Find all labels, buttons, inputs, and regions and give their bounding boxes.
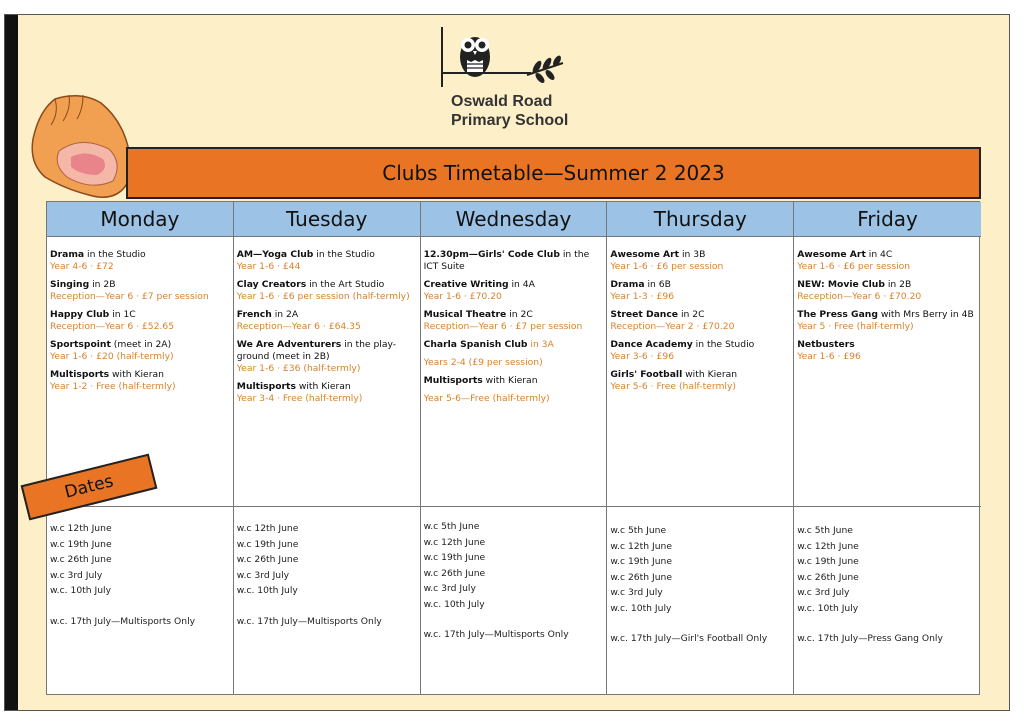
final-date: w.c. 17th July—Multisports Only <box>50 615 196 627</box>
date-item: w.c 3rd July <box>423 583 476 594</box>
date-item: w.c 3rd July <box>236 569 290 581</box>
club-name: Street Dance <box>610 309 679 320</box>
club-name: Singing <box>50 279 90 290</box>
clubs-cell <box>794 237 981 507</box>
date-item: w.c 12th June <box>236 523 299 534</box>
club-entry <box>610 339 790 363</box>
clubs-cell <box>607 237 793 507</box>
club-name: Awesome Art <box>797 249 866 260</box>
left-border-bar <box>5 15 18 711</box>
club-location: in the Studio <box>692 339 755 350</box>
club-location: (meet in 2A) <box>110 339 172 350</box>
date-item: w.c 5th June <box>610 525 667 536</box>
club-entry <box>610 249 790 273</box>
dates-cell <box>234 507 420 629</box>
club-detail: Year 1-3 · £96 <box>610 291 675 302</box>
date-item: w.c 3rd July <box>50 569 103 581</box>
final-date: w.c. 17th July—Multisports Only <box>423 629 569 640</box>
club-entry <box>237 381 417 405</box>
date-item: w.c 12th June <box>797 540 859 552</box>
day-header: Wednesday <box>421 202 607 237</box>
day-header: Monday <box>47 202 233 237</box>
club-name: Awesome Art <box>610 249 680 260</box>
page-title: Clubs Timetable—Summer 2 2023 <box>382 161 725 185</box>
club-name: Happy Club <box>50 309 110 320</box>
club-entry <box>424 375 604 405</box>
date-item: w.c 19th June <box>236 538 299 550</box>
day-column-monday <box>47 202 234 694</box>
club-entry <box>797 249 978 273</box>
club-entry <box>424 309 604 333</box>
club-detail: Year 1-6 · £6 per session (half-termly) <box>236 291 410 302</box>
dates-cell <box>607 507 793 647</box>
date-item: w.c 26th June <box>236 554 299 565</box>
club-location: in 4A <box>508 279 535 290</box>
club-name: 12.30pm—Girls' Code Club <box>423 249 560 260</box>
club-entry <box>50 279 230 303</box>
club-location: in 3A <box>527 339 554 350</box>
date-item: w.c 12th June <box>423 536 486 548</box>
club-detail: Year 1-6 · £6 per session <box>610 261 724 272</box>
club-entry <box>50 339 230 363</box>
club-location: with Kieran <box>109 369 164 380</box>
club-entry <box>424 339 604 369</box>
club-name: French <box>236 309 272 320</box>
club-name: Musical Theatre <box>423 309 507 320</box>
final-date: w.c. 17th July—Multisports Only <box>236 615 382 627</box>
club-location: in 2A <box>271 309 299 320</box>
club-entry <box>237 279 417 303</box>
club-detail: Years 2-4 (£9 per session) <box>423 357 543 368</box>
date-item: w.c. 10th July <box>423 598 485 610</box>
club-entry <box>797 339 978 363</box>
club-name: Netbusters <box>797 339 855 350</box>
date-item: w.c 26th June <box>610 571 672 583</box>
club-name: Multisports <box>50 369 110 380</box>
club-detail: Year 5 · Free (half-termly) <box>797 321 914 332</box>
club-name: Drama <box>50 249 85 260</box>
club-entry <box>237 249 417 273</box>
day-header: Thursday <box>607 202 793 237</box>
club-detail: Year 1-6 · £70.20 <box>423 291 502 302</box>
club-detail: Year 5-6—Free (half-termly) <box>423 393 550 404</box>
club-location: in the Studio <box>84 249 146 260</box>
timetable-grid <box>46 201 980 695</box>
final-date: w.c. 17th July—Press Gang Only <box>797 633 943 644</box>
final-date: w.c. 17th July—Girl's Football Only <box>610 633 768 644</box>
clubs-cell <box>421 237 607 507</box>
club-location: in 2B <box>89 279 116 290</box>
club-detail: Reception—Year 6 · £64.35 <box>236 321 361 332</box>
club-name: Dance Academy <box>610 339 693 350</box>
day-column-tuesday <box>234 202 421 694</box>
club-name: Creative Writing <box>423 279 509 290</box>
club-location: with Kieran <box>482 375 538 386</box>
club-entry <box>237 309 417 333</box>
club-detail: Year 1-6 · £44 <box>236 261 301 272</box>
club-location: in 2C <box>678 309 705 320</box>
club-entry <box>50 369 230 393</box>
club-name: Drama <box>610 279 645 290</box>
club-name: Multisports <box>236 381 296 392</box>
club-name: Multisports <box>423 375 483 386</box>
day-column-friday <box>794 202 981 694</box>
club-name: The Press Gang <box>797 309 878 320</box>
logo-branch-vertical <box>441 27 443 87</box>
club-entry <box>797 279 978 303</box>
clubs-cell <box>234 237 420 507</box>
club-location: in 3B <box>679 249 706 260</box>
day-header: Tuesday <box>234 202 420 237</box>
club-detail: Reception—Year 6 · £70.20 <box>797 291 922 302</box>
timetable-page <box>4 14 1010 711</box>
date-item: w.c. 10th July <box>610 602 672 614</box>
club-location: in the play-ground (meet in 2B) <box>236 339 397 362</box>
dates-cell <box>47 507 233 629</box>
date-item: w.c 19th June <box>797 556 859 567</box>
date-item: w.c 12th June <box>50 523 112 534</box>
club-entry <box>237 339 417 375</box>
date-item: w.c 26th June <box>797 571 859 583</box>
club-detail: Reception—Year 2 · £70.20 <box>610 321 735 332</box>
club-detail: Reception—Year 6 · £7 per session <box>423 321 583 332</box>
club-name: Clay Creators <box>236 279 307 290</box>
date-item: w.c 3rd July <box>610 587 663 598</box>
club-entry <box>610 369 790 393</box>
school-name-line2: Primary School <box>451 112 569 129</box>
leaves-logo-icon <box>525 55 565 87</box>
day-column-thursday <box>607 202 794 694</box>
club-entry <box>50 309 230 333</box>
date-item: w.c 26th June <box>423 567 486 579</box>
date-item: w.c 5th June <box>423 521 480 532</box>
club-detail: Year 3-4 · Free (half-termly) <box>236 393 363 404</box>
club-detail: Year 1-2 · Free (half-termly) <box>50 381 176 392</box>
date-item: w.c 19th June <box>50 538 112 550</box>
club-location: in 4C <box>865 249 893 260</box>
club-name: We Are Adventurers <box>236 339 342 350</box>
club-detail: Year 1-6 · £36 (half-termly) <box>236 363 361 374</box>
club-detail: Reception—Year 6 · £7 per session <box>50 291 209 302</box>
club-name: Girls' Football <box>610 369 683 380</box>
club-detail: Year 5-6 · Free (half-termly) <box>610 381 736 392</box>
date-item: w.c 5th June <box>797 525 853 536</box>
conch-shell-icon <box>25 91 137 207</box>
club-location: with Kieran <box>295 381 351 392</box>
day-header: Friday <box>794 202 981 237</box>
title-banner <box>126 147 981 199</box>
dates-cell <box>421 507 607 643</box>
club-entry <box>424 279 604 303</box>
club-location: in 1C <box>109 309 136 320</box>
date-item: w.c 12th June <box>610 540 672 552</box>
date-item: w.c 3rd July <box>797 587 850 598</box>
date-item: w.c. 10th July <box>236 585 298 596</box>
club-entry <box>797 309 978 333</box>
club-entry <box>50 249 230 273</box>
club-location: in 6B <box>644 279 671 290</box>
school-name-line1: Oswald Road <box>451 93 553 110</box>
date-item: w.c. 10th July <box>797 602 859 614</box>
dates-cell <box>794 507 981 647</box>
owl-logo-icon <box>455 27 495 79</box>
school-name <box>451 92 568 130</box>
club-detail: Year 1-6 · £6 per session <box>797 261 911 272</box>
club-location: with Kieran <box>682 369 738 380</box>
dates-label-text: Dates <box>62 471 116 503</box>
day-column-wednesday <box>421 202 608 694</box>
club-name: AM—Yoga Club <box>236 249 314 260</box>
club-detail: Reception—Year 6 · £52.65 <box>50 321 175 332</box>
club-detail: Year 1-6 · £20 (half-termly) <box>50 351 174 362</box>
club-location: in 2B <box>884 279 912 290</box>
club-name: Sportspoint <box>50 339 111 350</box>
club-entry <box>610 279 790 303</box>
club-location: with Mrs Berry in 4B <box>877 309 974 320</box>
club-detail: Year 4-6 · £72 <box>50 261 114 272</box>
date-item: w.c 19th June <box>610 556 672 567</box>
club-name: Charla Spanish Club <box>423 339 528 350</box>
date-item: w.c. 10th July <box>50 585 112 596</box>
club-location: in 2C <box>506 309 533 320</box>
club-location: in the Studio <box>313 249 375 260</box>
club-detail: Year 1-6 · £96 <box>797 351 861 362</box>
club-entry <box>424 249 604 273</box>
date-item: w.c 26th June <box>50 554 112 565</box>
club-location: in the Art Studio <box>306 279 385 290</box>
date-item: w.c 19th June <box>423 552 486 563</box>
club-detail: Year 3-6 · £96 <box>610 351 675 362</box>
club-location: in the ICT Suite <box>423 249 590 272</box>
club-name: NEW: Movie Club <box>797 279 885 290</box>
club-entry <box>610 309 790 333</box>
